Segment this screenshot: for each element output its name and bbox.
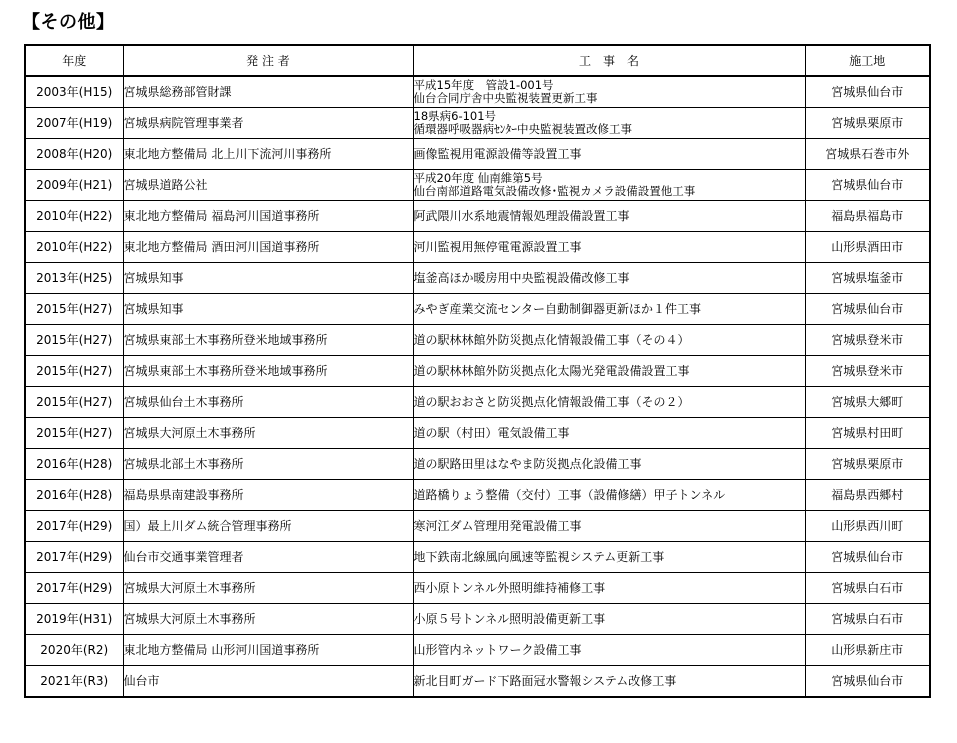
table-row [25,666,930,698]
project-line: 18県病6-101号 [413,109,497,123]
table-row [25,573,930,604]
project-line: 地下鉄南北線風向風速等監視システム更新工事 [413,549,665,564]
cell-client: 宮城県総務部管財課 [123,76,413,108]
table-row [25,604,930,635]
cell-project [413,108,805,139]
cell-project [413,449,805,480]
cell-project [413,170,805,201]
cell-client: 宮城県大河原土木事務所 [123,418,413,449]
project-line: 小原５号トンネル照明設備更新工事 [413,611,606,626]
cell-year: 2017年(H29) [25,573,123,604]
project-line: 仙台合同庁舎中央監視装置更新工事 [413,91,598,105]
cell-client: 宮城県知事 [123,294,413,325]
cell-year: 2015年(H27) [25,294,123,325]
cell-project [413,325,805,356]
table-row [25,232,930,263]
cell-client: 宮城県東部土木事務所登米地域事務所 [123,356,413,387]
cell-year: 2020年(R2) [25,635,123,666]
cell-year: 2013年(H25) [25,263,123,294]
cell-year: 2007年(H19) [25,108,123,139]
header-row [25,45,930,76]
table-row [25,542,930,573]
cell-year: 2015年(H27) [25,325,123,356]
cell-year: 2008年(H20) [25,139,123,170]
table-row [25,511,930,542]
header-client: 発 注 者 [123,45,413,76]
cell-client: 国）最上川ダム統合管理事務所 [123,511,413,542]
cell-year: 2009年(H21) [25,170,123,201]
cell-project [413,418,805,449]
cell-project [413,356,805,387]
cell-year: 2019年(H31) [25,604,123,635]
cell-year: 2016年(H28) [25,449,123,480]
header-year: 年度 [25,45,123,76]
table-row [25,201,930,232]
table-row [25,387,930,418]
cell-site: 山形県西川町 [805,511,930,542]
cell-project [413,232,805,263]
cell-year: 2015年(H27) [25,387,123,418]
cell-project [413,573,805,604]
project-line: 道路橋りょう整備（交付）工事（設備修繕）甲子トンネル [413,487,726,502]
project-line: 画像監視用電源設備等設置工事 [413,146,582,161]
table-row [25,480,930,511]
project-line: 塩釜高ほか暖房用中央監視設備改修工事 [413,270,630,285]
table-row [25,325,930,356]
cell-site: 宮城県仙台市 [805,76,930,108]
header-site: 施工地 [805,45,930,76]
project-line: 河川監視用無停電電源設置工事 [413,239,582,254]
cell-year: 2021年(R3) [25,666,123,698]
cell-client: 宮城県北部土木事務所 [123,449,413,480]
table-row [25,139,930,170]
cell-client: 東北地方整備局 福島河川国道事務所 [123,201,413,232]
project-line: 寒河江ダム管理用発電設備工事 [413,518,582,533]
cell-year: 2015年(H27) [25,418,123,449]
cell-project [413,263,805,294]
table-row [25,635,930,666]
cell-client: 福島県県南建設事務所 [123,480,413,511]
cell-client: 東北地方整備局 酒田河川国道事務所 [123,232,413,263]
project-line: 道の駅林林館外防災拠点化太陽光発電設備設置工事 [413,363,690,378]
cell-site: 山形県酒田市 [805,232,930,263]
cell-year: 2003年(H15) [25,76,123,108]
table-row [25,449,930,480]
cell-project [413,294,805,325]
cell-site: 宮城県栗原市 [805,108,930,139]
table-body [25,76,930,697]
cell-site: 宮城県登米市 [805,325,930,356]
cell-year: 2010年(H22) [25,232,123,263]
project-line: 道の駅おおさと防災拠点化情報設備工事（その２） [413,394,690,409]
cell-year: 2017年(H29) [25,542,123,573]
table-row [25,108,930,139]
project-line: 阿武隈川水系地震情報処理設備設置工事 [413,208,630,223]
cell-site: 宮城県石巻市外 [805,139,930,170]
cell-site: 宮城県仙台市 [805,666,930,698]
cell-year: 2016年(H28) [25,480,123,511]
cell-client: 東北地方整備局 山形河川国道事務所 [123,635,413,666]
cell-project [413,635,805,666]
table-row [25,76,930,108]
cell-client: 宮城県大河原土木事務所 [123,573,413,604]
cell-site: 宮城県仙台市 [805,170,930,201]
cell-site: 宮城県白石市 [805,573,930,604]
cell-site: 宮城県仙台市 [805,294,930,325]
project-line: 新北目町ガード下路面冠水警報システム改修工事 [413,673,677,688]
cell-client: 宮城県道路公社 [123,170,413,201]
table-row [25,170,930,201]
cell-client: 仙台市 [123,666,413,698]
project-line: 仙台南部道路電気設備改修･監視カメラ設備設置他工事 [413,184,696,198]
cell-site: 宮城県村田町 [805,418,930,449]
cell-project [413,511,805,542]
cell-project [413,76,805,108]
project-line: 平成20年度 仙南維第5号 [413,171,543,185]
project-line: 山形管内ネットワーク設備工事 [413,642,582,657]
cell-site: 山形県新庄市 [805,635,930,666]
cell-project [413,542,805,573]
records-table [24,44,931,698]
project-line: 道の駅路田里はなやま防災拠点化設備工事 [413,456,642,471]
cell-site: 宮城県大郷町 [805,387,930,418]
cell-site: 福島県福島市 [805,201,930,232]
cell-site: 宮城県塩釜市 [805,263,930,294]
project-line: 道の駅（村田）電気設備工事 [413,425,570,440]
project-line: 平成15年度 管設1-001号 [413,78,554,92]
table-row [25,263,930,294]
header-project: 工 事 名 [413,45,805,76]
cell-site: 福島県西郷村 [805,480,930,511]
cell-project [413,666,805,698]
cell-client: 宮城県病院管理事業者 [123,108,413,139]
cell-client: 宮城県知事 [123,263,413,294]
cell-year: 2010年(H22) [25,201,123,232]
cell-project [413,201,805,232]
cell-site: 宮城県白石市 [805,604,930,635]
table-row [25,294,930,325]
cell-project [413,480,805,511]
cell-site: 宮城県栗原市 [805,449,930,480]
cell-client: 東北地方整備局 北上川下流河川事務所 [123,139,413,170]
cell-client: 宮城県仙台土木事務所 [123,387,413,418]
cell-client: 宮城県東部土木事務所登米地域事務所 [123,325,413,356]
section-title: 【その他】 [22,12,115,33]
cell-year: 2015年(H27) [25,356,123,387]
cell-site: 宮城県仙台市 [805,542,930,573]
table-row [25,418,930,449]
table-row [25,356,930,387]
cell-project [413,604,805,635]
project-line: 道の駅林林館外防災拠点化情報設備工事（その４） [413,332,690,347]
cell-client: 宮城県大河原土木事務所 [123,604,413,635]
cell-client: 仙台市交通事業管理者 [123,542,413,573]
cell-year: 2017年(H29) [25,511,123,542]
cell-site: 宮城県登米市 [805,356,930,387]
project-line: 西小原トンネル外照明維持補修工事 [413,580,606,595]
cell-project [413,139,805,170]
cell-project [413,387,805,418]
project-line: 循環器呼吸器病ｾﾝﾀｰ中央監視装置改修工事 [413,122,632,136]
project-line: みやぎ産業交流センター自動制御器更新ほか１件工事 [413,301,702,316]
